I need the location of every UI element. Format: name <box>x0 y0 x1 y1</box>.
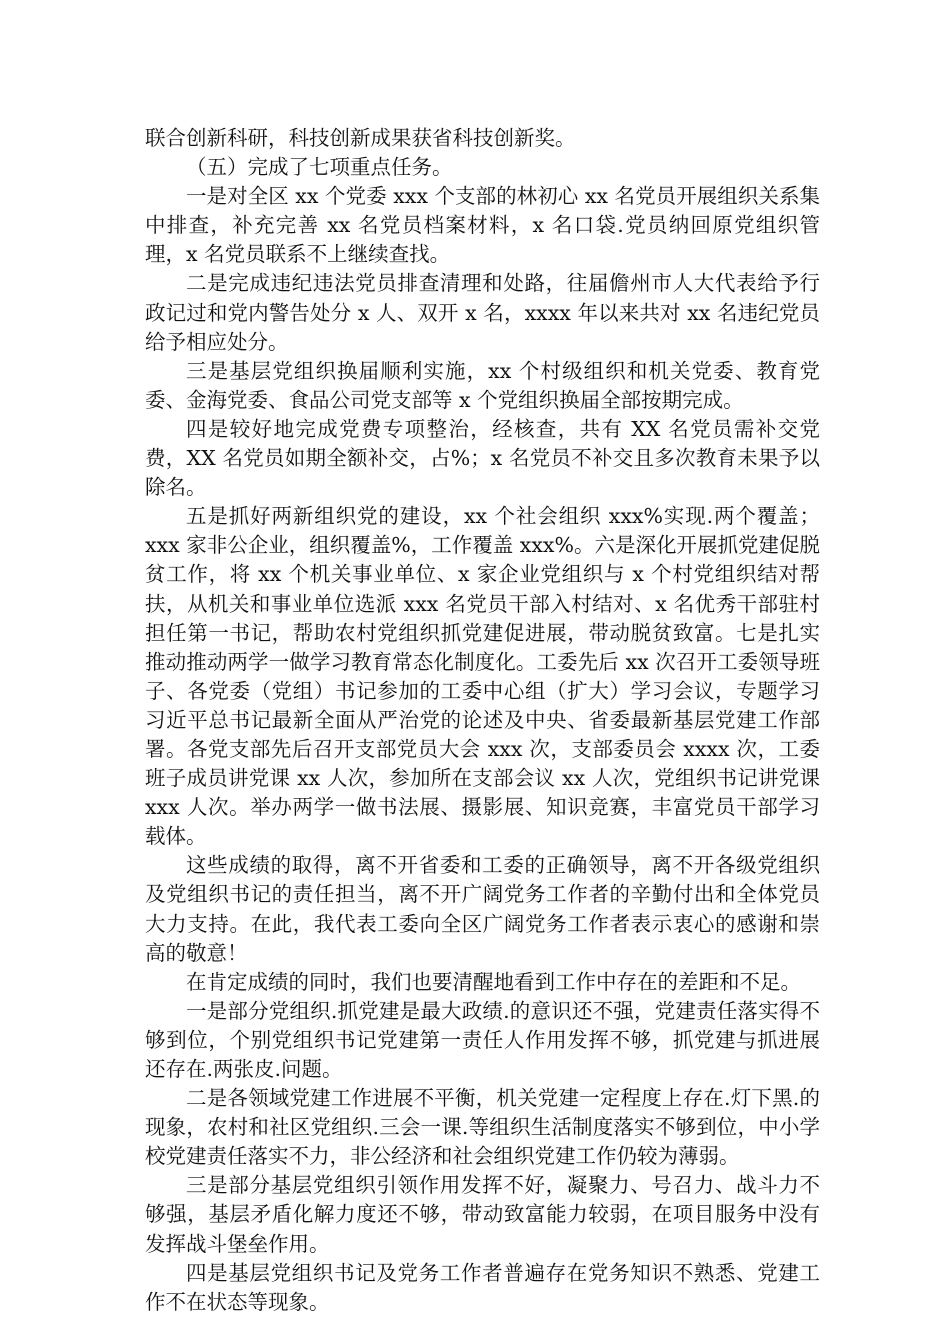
paragraph-task-4: 四是较好地完成党费专项整治，经核查，共有 XX 名党员需补交党费，XX 名党员如期全额补交，占%；x 名党员不补交且多次教育未果予以除名。 <box>145 416 820 500</box>
paragraph-task-5-6-7: 五是抓好两新组织党的建设，xx 个社会组织 xxx%实现.两个覆盖；xxx 家非公企业，组织覆盖%，工作覆盖 xxx%。六是深化开展抓党建促脱贫工作，将 xx 个机关事业单位、x 家企业党组织与 x 个村党组织结对帮扶，从机关和事业单位选派 xxx 名党员干部入村结对、x 名优秀干部驻村担任第一书记，帮助农村党组织抓党建促进展，带动脱贫致富。七是扎实推动推动两学一做学习教育常态化制度化。工委先后 xx 次召开工委领导班子、各党委（党组）书记参加的工委中心组（扩大）学习会议，专题学习习近平总书记最新全面从严治党的论述及中央、省委最新基层党建工作部署。各党支部先后召开支部党员大会 xxx 次，支部委员会 xxxx 次，工委班子成员讲党课 xx 人次，参加所在支部会议 xx 人次，党组织书记讲党课 xxx 人次。举办两学一做书法展、摄影展、知识竞赛，丰富党员干部学习载体。 <box>145 504 820 849</box>
paragraph-shortcoming-3: 三是部分基层党组织引领作用发挥不好，凝聚力、号召力、战斗力不够强，基层矛盾化解力度还不够，带动致富能力较弱，在项目服务中没有发挥战斗堡垒作用。 <box>145 1173 820 1256</box>
paragraph-task-3: 三是基层党组织换届顺利实施，xx 个村级组织和机关党委、教育党委、金海党委、食品公司党支部等 x 个党组织换届全部按期完成。 <box>145 358 820 412</box>
paragraph-task-1: 一是对全区 xx 个党委 xxx 个支部的林初心 xx 名党员开展组织关系集中排查，补充完善 xx 名党员档案材料，x 名口袋.党员纳回原党组织管理，x 名党员联系不上继续查找。 <box>145 184 820 267</box>
paragraph-shortcomings-intro: 在肯定成绩的同时，我们也要清醒地看到工作中存在的差距和不足。 <box>186 969 801 994</box>
paragraph-task-2: 二是完成违纪违法党员排查清理和处路，往届儋州市人大代表给予行政记过和党内警告处分 x 人、双开 x 名，xxxx 年以来共对 xx 名违纪党员给予相应处分。 <box>145 271 820 354</box>
paragraph-shortcoming-2: 二是各领域党建工作进展不平衡，机关党建一定程度上存在.灯下黑.的现象，农村和社区党组织.三会一课.等组织生活制度落实不够到位，中小学校党建责任落实不力，非公经济和社会组织党建工作仍较为薄弱。 <box>145 1086 820 1169</box>
paragraph-shortcoming-1: 一是部分党组织.抓党建是最大政绩.的意识还不强，党建责任落实得不够到位，个别党组织书记党建第一责任人作用发挥不够，抓党建与抓进展还存在.两张皮.问题。 <box>145 998 820 1081</box>
paragraph-acknowledgement: 这些成绩的取得，离不开省委和工委的正确领导，离不开各级党组织及党组织书记的责任担当，离不开广阔党务工作者的辛勤付出和全体党员大力支持。在此，我代表工委向全区广阔党务工作者表示衷心的感谢和崇高的敬意！ <box>145 853 820 965</box>
paragraph-continuation: 联合创新科研，科技创新成果获省科技创新奖。 <box>145 126 576 150</box>
section-heading-five: （五）完成了七项重点任务。 <box>186 155 453 180</box>
document-body <box>145 124 820 1317</box>
paragraph-shortcoming-4: 四是基层党组织书记及党务工作者普遍存在党务知识不熟悉、党建工作不在状态等现象。 <box>145 1260 820 1314</box>
